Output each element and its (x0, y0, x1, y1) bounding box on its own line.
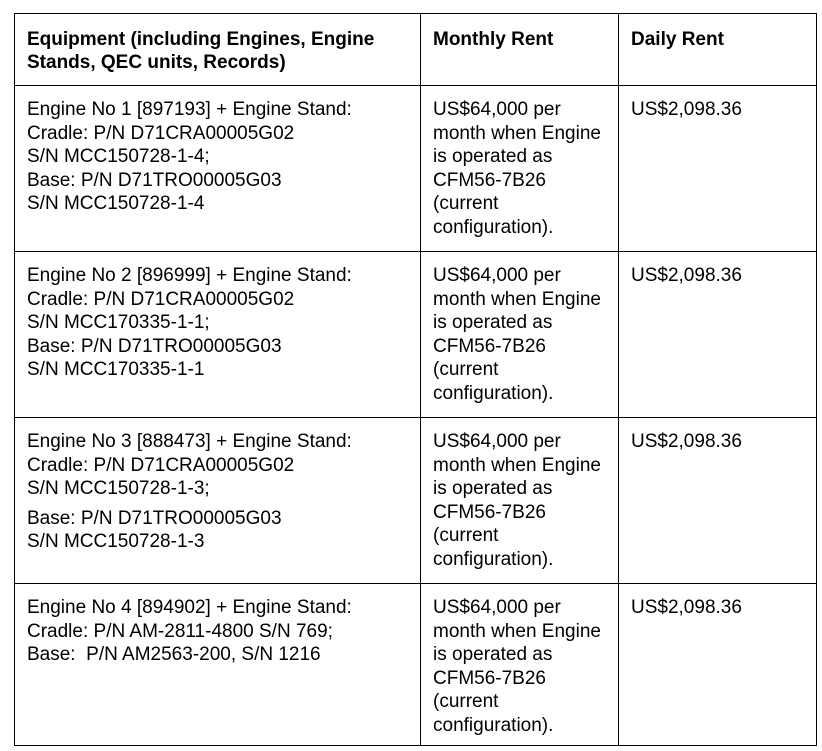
header-equipment: Equipment (including Engines, Engine Stands, QEC units, Records) (15, 14, 421, 86)
daily-rent-cell (619, 418, 817, 584)
monthly-rent-cell (421, 584, 619, 746)
equipment-line: Cradle: P/N D71CRA00005G02 (27, 454, 295, 476)
monthly-rent-text: US$64,000 per month when Engine is operated as CFM56-7B26 (current configuration). (433, 265, 601, 404)
daily-rent-cell (619, 252, 817, 418)
equipment-cell (15, 86, 421, 252)
daily-rent-text: US$2,098.36 (631, 265, 742, 286)
equipment-line: Engine No 3 [888473] + Engine Stand: (27, 431, 352, 452)
equipment-rent-table (14, 13, 817, 746)
table-row (15, 252, 817, 418)
equipment-line: Cradle: P/N D71CRA00005G02 (27, 122, 295, 144)
daily-rent-text: US$2,098.36 (631, 597, 742, 618)
equipment-line: Base: P/N D71TRO00005G03 (27, 169, 282, 191)
equipment-cell (15, 252, 421, 418)
equipment-cell (15, 418, 421, 584)
daily-rent-text: US$2,098.36 (631, 99, 742, 120)
equipment-line: Engine No 1 [897193] + Engine Stand: (27, 99, 352, 120)
monthly-rent-cell (421, 418, 619, 584)
equipment-line: Base: P/N D71TRO00005G03 (27, 507, 282, 529)
equipment-line: S/N MCC150728-1-3; (27, 478, 210, 499)
daily-rent-cell (619, 584, 817, 746)
daily-rent-text: US$2,098.36 (631, 431, 742, 452)
equipment-line: S/N MCC150728-1-4; (27, 146, 210, 167)
table-row (15, 86, 817, 252)
equipment-line: Cradle: P/N AM-2811-4800 S/N 769; (27, 620, 333, 642)
equipment-line: Engine No 2 [896999] + Engine Stand: (27, 265, 352, 286)
monthly-rent-text: US$64,000 per month when Engine is operated as CFM56-7B26 (current configuration). (433, 431, 601, 570)
equipment-cell (15, 584, 421, 746)
table-row (15, 584, 817, 746)
monthly-rent-text: US$64,000 per month when Engine is operated as CFM56-7B26 (current configuration). (433, 597, 601, 736)
monthly-rent-text: US$64,000 per month when Engine is operated as CFM56-7B26 (current configuration). (433, 99, 601, 238)
equipment-line: S/N MCC170335-1-1; (27, 312, 210, 333)
header-daily-rent: Daily Rent (619, 14, 817, 86)
equipment-line: Engine No 4 [894902] + Engine Stand: (27, 597, 352, 618)
table-row (15, 418, 817, 584)
monthly-rent-cell (421, 252, 619, 418)
equipment-line: Base: P/N AM2563-200, S/N 1216 (27, 644, 321, 665)
header-monthly-rent: Monthly Rent (421, 14, 619, 86)
equipment-line: S/N MCC150728-1-3 (27, 531, 205, 552)
equipment-line: S/N MCC150728-1-4 (27, 193, 205, 214)
equipment-line: Base: P/N D71TRO00005G03 (27, 335, 282, 357)
daily-rent-cell (619, 86, 817, 252)
monthly-rent-cell (421, 86, 619, 252)
table-header-row (15, 14, 817, 86)
equipment-line: Cradle: P/N D71CRA00005G02 (27, 288, 295, 310)
equipment-line: S/N MCC170335-1-1 (27, 359, 205, 380)
